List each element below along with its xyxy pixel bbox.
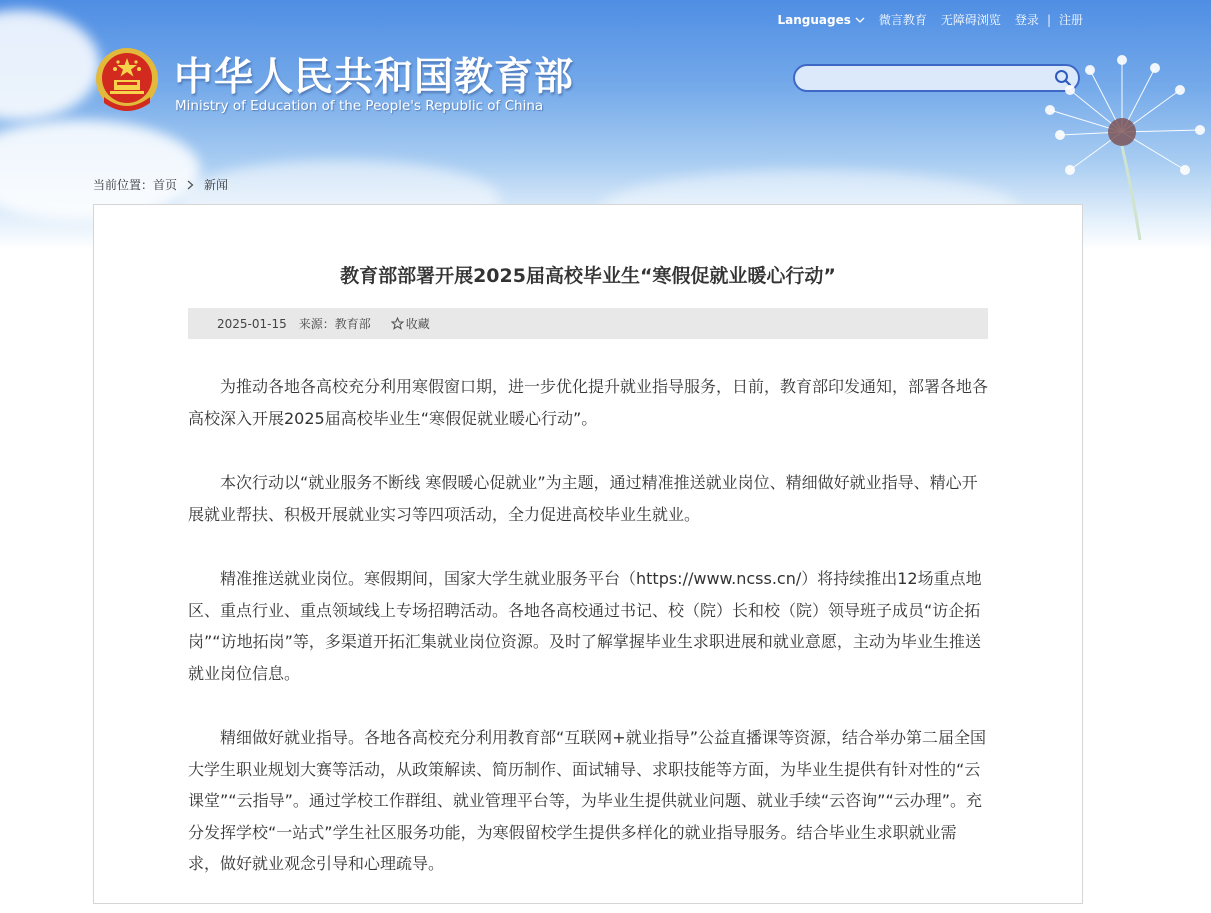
chevron-right-icon [187, 180, 194, 190]
article-source: 来源：教育部 [298, 317, 371, 331]
breadcrumb-home-link[interactable]: 首页 [153, 178, 178, 192]
register-link[interactable]: 注册 [1058, 13, 1083, 27]
breadcrumb-prefix: 当前位置： [93, 178, 154, 192]
star-icon [391, 317, 404, 330]
breadcrumb-current[interactable]: 新闻 [204, 178, 229, 192]
article-container [93, 204, 1083, 904]
article-paragraph: 为推动各地各高校充分利用寒假窗口期，进一步优化提升就业指导服务，日前，教育部印发通知，部署各地各高校深入开展2025届高校毕业生“寒假促就业暖心行动”。 [188, 377, 989, 428]
weibo-link[interactable]: 微言教育 [878, 13, 927, 27]
breadcrumb [93, 176, 228, 193]
link-divider: | [1046, 12, 1051, 27]
cloud-decoration [0, 10, 100, 120]
article-paragraph: 精细做好就业指导。各地各高校充分利用教育部“互联网+就业指导”公益直播课等资源，结合举办第二届全国大学生职业规划大赛等活动，从政策解读、简历制作、面试辅导、求职技能等方面，为毕业生提供有针对性的“云课堂”“云指导”。通过学校工作群组、就业管理平台等，为毕业生提供就业问题、就业手续“云咨询”“云办理”。充分发挥学校“一站式”学生社区服务功能，为寒假留校学生提供多样化的就业指导服务。结合毕业生求职就业需求，做好就业观念引导和心理疏导。 [188, 728, 986, 873]
login-link[interactable]: 登录 [1014, 13, 1039, 27]
article-title: 教育部部署开展2025届高校毕业生“寒假促就业暖心行动” [340, 265, 836, 287]
search-box [793, 64, 1080, 92]
languages-dropdown[interactable]: Languages [778, 13, 865, 27]
site-title-cn[interactable]: 中华人民共和国教育部 [174, 55, 575, 100]
site-title-en[interactable]: Ministry of Education of the People's Republic of China [175, 98, 544, 114]
article-date: 2025-01-15 [217, 316, 287, 331]
search-input[interactable] [805, 69, 1049, 89]
chevron-down-icon [855, 17, 865, 24]
favorite-label: 收藏 [405, 317, 430, 331]
national-emblem-icon[interactable] [94, 45, 160, 117]
top-links-bar [778, 11, 1084, 28]
article-paragraph: 精准推送就业岗位。寒假期间，国家大学生就业服务平台（https://www.ncss.cn/）将持续推出12场重点地区、重点行业、重点领域线上专场招聘活动。各地各高校通过书记、校（院）长和校（院）领导班子成员“访企拓岗”“访地拓岗”等，多渠道开拓汇集就业岗位资源。及时了解掌握毕业生求职进展和就业意愿，主动为毕业生推送就业岗位信息。 [188, 569, 982, 683]
article-meta-bar [188, 308, 988, 339]
accessibility-link[interactable]: 无障碍浏览 [940, 13, 1001, 27]
article-body [188, 371, 988, 913]
article-paragraph: 本次行动以“就业服务不断线 寒假暖心促就业”为主题，通过精准推送就业岗位、精细做好就业指导、精心开展就业帮扶、积极开展就业实习等四项活动，全力促进高校毕业生就业。 [188, 473, 978, 524]
favorite-button[interactable] [391, 315, 430, 332]
